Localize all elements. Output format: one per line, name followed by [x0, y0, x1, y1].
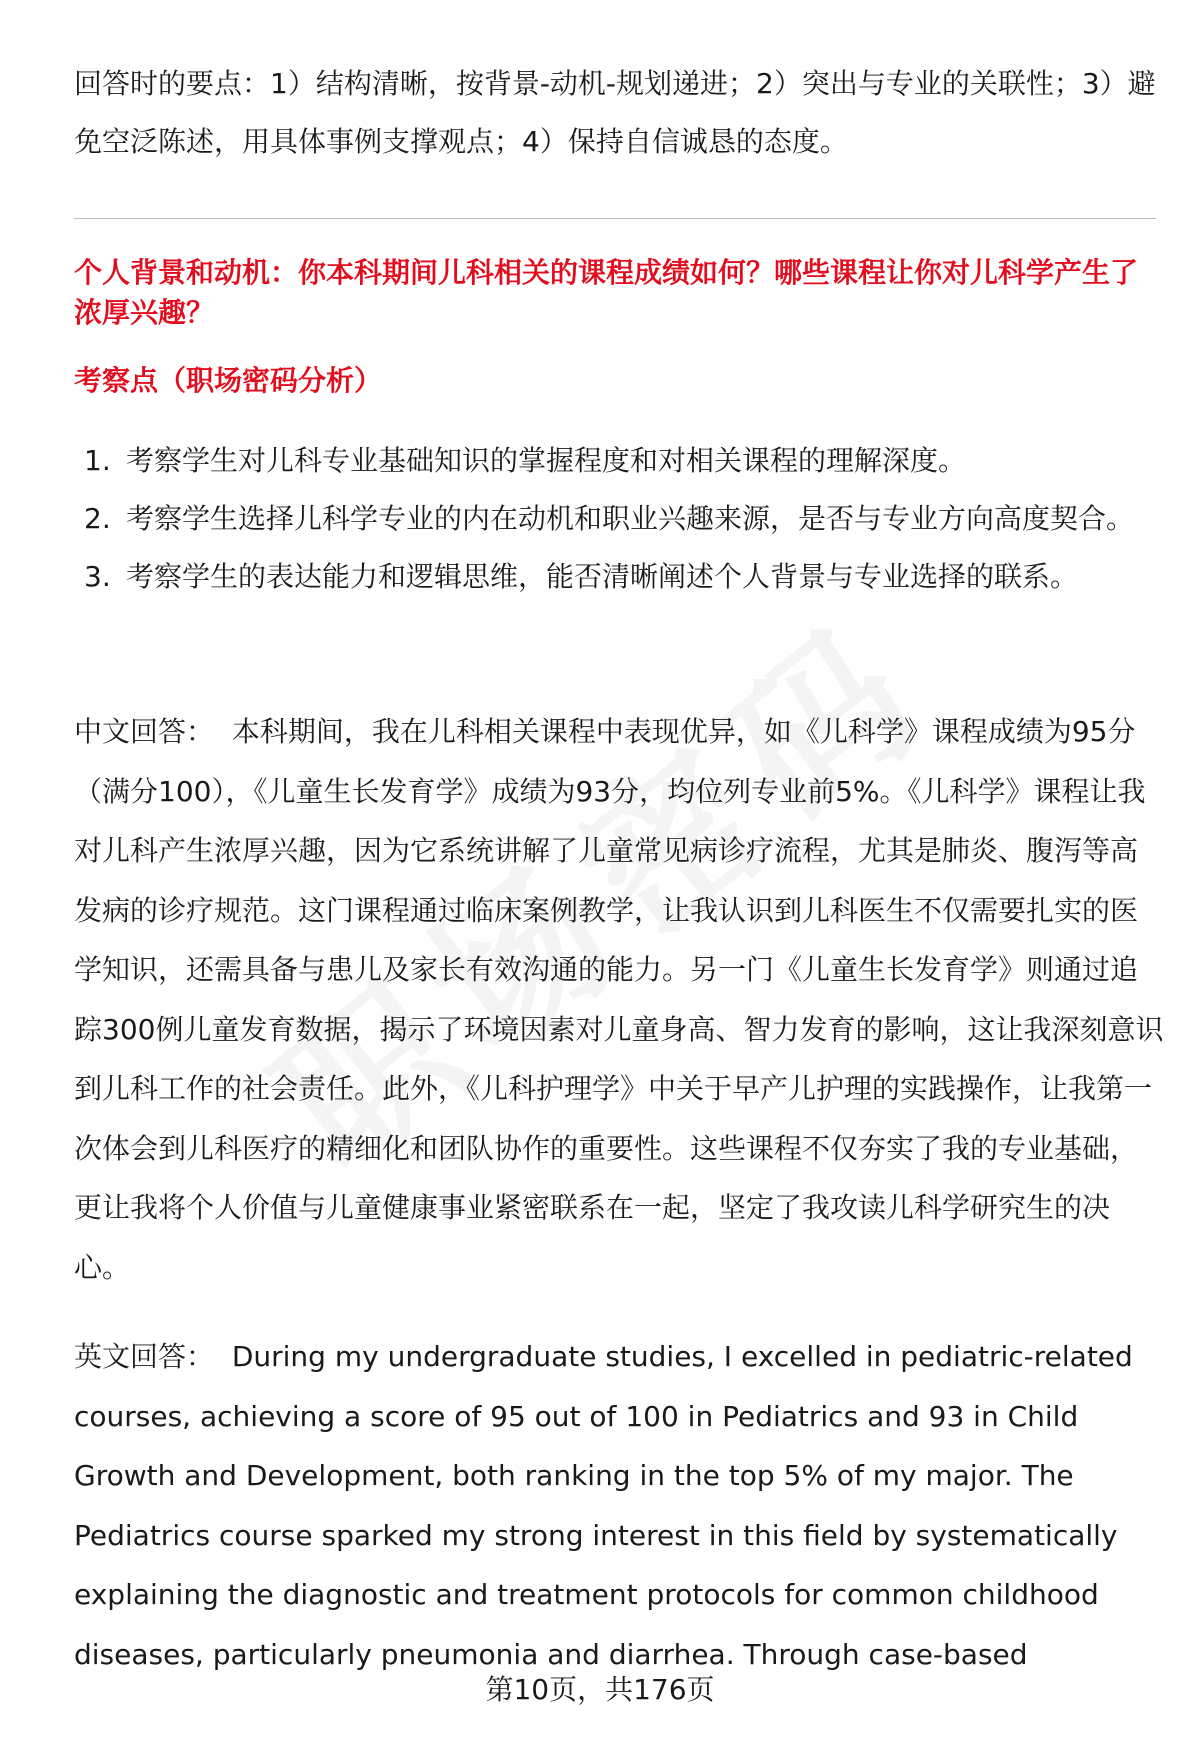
list-number: 2.: [84, 502, 111, 535]
english-answer-text: During my undergraduate studies, I excelled in pediatric-related courses, achieving a score of 95 out of 100 in Pediatrics and 93 in Child Growth and Development, both ranking in the top 5% of my major. The Pediatrics course sparked my strong interest in this field by systematically explaining the diagnostic and treatment protocols for common childhood diseases, particularly pneumonia and diarrhea. Through case-based: [74, 1340, 1133, 1671]
assessment-points-list: [74, 432, 1164, 606]
chinese-answer-label: 中文回答：: [74, 715, 215, 748]
list-item-text: 考察学生选择儿科学专业的内在动机和职业兴趣来源，是否与专业方向高度契合。: [126, 502, 1135, 535]
list-item: [74, 548, 1164, 606]
list-number: 3.: [84, 560, 111, 593]
list-item: [74, 432, 1164, 490]
chinese-answer-text: 本科期间，我在儿科相关课程中表现优异，如《儿科学》课程成绩为95分（满分100），《儿童生长发育学》成绩为93分，均位列专业前5%。《儿科学》课程让我对儿科产生浓厚兴趣，因为它系统讲解了儿童常见病诊疗流程，尤其是肺炎、腹泻等高发病的诊疗规范。这门课程通过临床案例教学，让我认识到儿科医生不仅需要扎实的医学知识，还需具备与患儿及家长有效沟通的能力。另一门《儿童生长发育学》则通过追踪300例儿童发育数据，揭示了环境因素对儿童身高、智力发育的影响，这让我深刻意识到儿科工作的社会责任。此外，《儿科护理学》中关于早产儿护理的实践操作，让我第一次体会到儿科医疗的精细化和团队协作的重要性。这些课程不仅夯实了我的专业基础，更让我将个人价值与儿童健康事业紧密联系在一起，坚定了我攻读儿科学研究生的决心。: [74, 715, 1164, 1284]
chinese-answer-paragraph: [74, 702, 1164, 1297]
english-answer-label: 英文回答：: [74, 1340, 215, 1373]
answer-tips-paragraph: 回答时的要点：1）结构清晰，按背景-动机-规划递进；2）突出与专业的关联性；3）避免空泛陈述，用具体事例支撑观点；4）保持自信诚恳的态度。: [74, 67, 1156, 158]
english-answer-paragraph: [74, 1327, 1164, 1684]
list-item-text: 考察学生对儿科专业基础知识的掌握程度和对相关课程的理解深度。: [126, 444, 967, 477]
list-number: 1.: [84, 444, 111, 477]
list-item: [74, 490, 1164, 548]
interview-question-heading: 个人背景和动机：你本科期间儿科相关的课程成绩如何？哪些课程让你对儿科学产生了浓厚兴趣？: [74, 256, 1139, 329]
page-number-footer: 第10页，共176页: [485, 1673, 715, 1706]
assessment-heading: 考察点（职场密码分析）: [74, 364, 383, 397]
section-divider: [74, 218, 1156, 219]
list-item-text: 考察学生的表达能力和逻辑思维，能否清晰阐述个人背景与专业选择的联系。: [126, 560, 1079, 593]
